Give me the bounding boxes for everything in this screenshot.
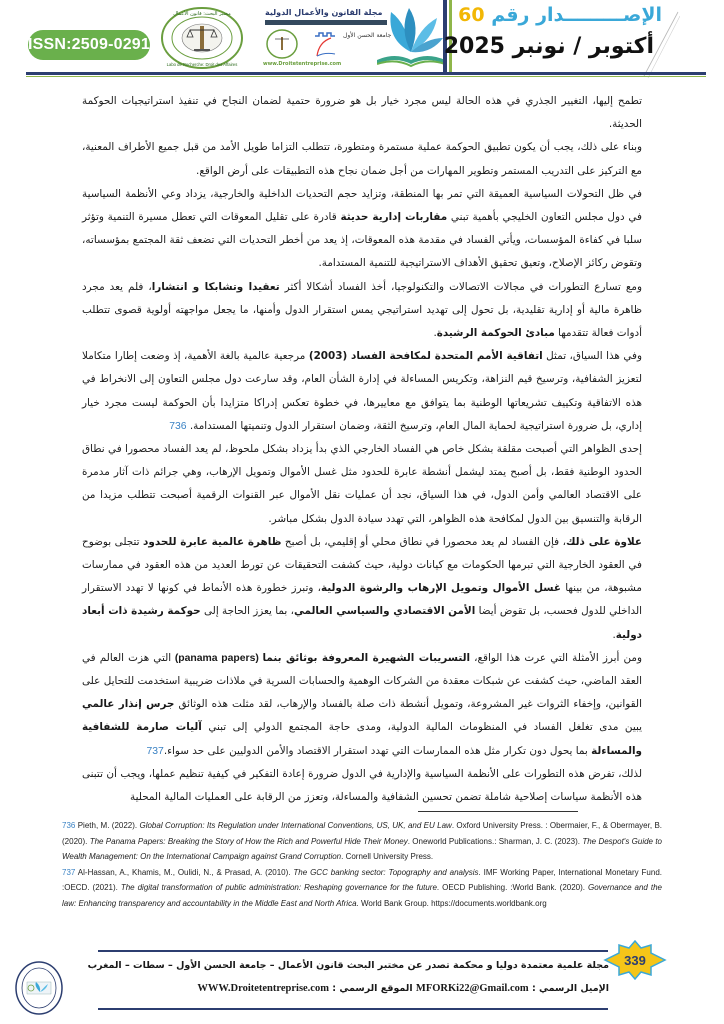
footnotes	[62, 818, 662, 912]
issn-badge: ISSN:2509-0291	[28, 30, 150, 60]
footer-seal-logo	[14, 960, 64, 1016]
paragraph-8: ومن أبرز الأمثلة التي عرت هذا الواقع، التسريبات الشهيرة المعروفة بوثائق بنما (panama papers) التي هزت العالم في العقد الماضي، حيث كشفت عن شبكات معقدة من الشركات الوهمية والحسابات السرية في ملاذات ضريبية استخدمت للتحايل على القوانين، وإخفاء الثروات غير المشروعة، وتمويل أنشطة ذات صلة بالفساد والإرهاب، لقد مثلت هذه الوثائق جرس إنذار عالمي يبين مدى تغلغل الفساد في المنظومات المالية الدولية، ومدى حاجة المجتمع الدولي إلى تبني آليات صارمة للشفافية والمساءلة بما يحول دون تكرار مثل هذه الممارسات التي تهدد استقرار الاقتصاد والأمن الدوليين على حد سواء.737	[82, 651, 642, 757]
email-link[interactable]: MFORKi22@Gmail.com	[415, 983, 529, 994]
footnote-737: 737 Al-Hassan, A., Khamis, M., Oulidi, N., & Prasad, A. (2010). The GCC banking sector: Topography and analysis. IMF Working Paper, International Monetary Fund. :OECD. (2021). The digital transformation of public administration: Reshaping governance for the future. OECD Publishing. :World Bank. (2020). Governance and the law: Enhancing transparency and accountability in the Middle East and North Africa. World Bank Group. https://documents.worldbank.org	[62, 867, 663, 908]
email-label: الإميل الرسمي :	[528, 983, 609, 994]
page-number: 339	[624, 952, 646, 968]
emphasis-text: ظاهرة عالمية عابرة للحدود	[143, 535, 282, 548]
emphasis-text: جرس إنذار عالمي	[82, 698, 175, 711]
header-rule	[26, 72, 706, 75]
paragraph-6: إحدى الظواهر التي أصبحت مقلقة بشكل خاص هي الفساد الخارجي الذي بدأ يزداد بشكل ملحوظ، لم يعد الفساد محصورا في نطاق الحدود الوطنية فقط، بل أصبح يمتد ليشمل أنشطة عابرة للحدود مثل غسل الأموال وتمويل الإرهاب، وهي جرائم ذات آثار مدمرة على الاقتصاد العالمي وأمن الدول، في هذا السياق، نجد أن عمليات نقل الأموال عبر القنوات الرقمية أصبحت تتطلب مزيدا من الرقابة والتنسيق بين الدول لمكافحة هذه الظواهر، التي تهدد سيادة الدول بشكل مباشر.	[82, 443, 642, 525]
emphasis-text: الأمن الاقتصادي والسياسي العالمي	[293, 605, 476, 618]
journal-logo-title: مجلة القانون والأعمال الدولية	[265, 8, 383, 17]
issue-date: أكتوبر / نونبر 2025	[443, 34, 654, 59]
header-rule-accent	[26, 76, 706, 77]
emphasis-text: اتفاقية الأمم المتحدة لمكافحة الفساد (2003)	[308, 350, 543, 363]
svg-text:Labo de Recherche: Droit des A: Labo de Recherche: Droit des Affaires	[166, 62, 238, 67]
footer-rule-bottom	[98, 1008, 608, 1010]
footer-rule-top	[98, 950, 608, 952]
paragraph-9: لذلك، تفرض هذه التطورات على الأنظمة السياسية والإدارية في الدول ضرورة إعادة التفكير في كيفية تنظيم عملها، ويجب أن تتبنى هذه الأنظمة سياسات إصلاحية شاملة تضمن تحسين الشفافية والمساءلة، وتعزز من الرقابة على العمليات المالية المحلية	[82, 767, 642, 804]
footer-contact-line	[197, 983, 609, 994]
emphasis-text: التسريبات الشهيرة المعروفة بوثائق بنما	[262, 651, 471, 664]
issue-line	[458, 4, 662, 26]
footnote-ref-737[interactable]: 737	[146, 745, 164, 757]
page-number-badge	[603, 940, 667, 980]
page-header	[0, 0, 724, 80]
footer-journal-description: مجلة علمية معتمدة دوليا و محكمة تصدر عن مختبر البحث قانون الأعمال – جامعة الحسن الأول – سطات – المغرب	[87, 960, 609, 971]
issue-label: الإصـــــــــدار رقم	[491, 4, 662, 26]
journal-logo-subtitle-strip	[265, 20, 387, 25]
paragraph-5: وفي هذا السياق، تمثل اتفاقية الأمم المتحدة لمكافحة الفساد (2003) مرجعية عالمية بالغة الأهمية، إذ وضعت إطارا متكاملا لتعزيز الشفافية، وترسيخ قيم النزاهة، وتكريس المساءلة في إدارة الشأن العام، وقد سارعت دول مجلس التعاون إلى الانخراط في هذه الاتفاقية وتكييف تشريعاتها الوطنية بما يتوافق مع معاييرها، في خطوة تعكس إدراكا متزايدا بأن الحوكمة ليست مجرد خيار إداري، بل ضرورة استراتيجية لحماية المال العام، وترسيخ الثقة، وضمان استقرار الدول وتنميتها المستدامة. 736	[82, 350, 643, 432]
university-emblem-icon	[311, 30, 339, 58]
emphasis-text: آليات صارمة للشفافية والمساءلة	[82, 721, 642, 757]
footnote-ref-736[interactable]: 736	[169, 420, 187, 432]
open-book-leaves-icon	[377, 4, 445, 72]
emphasis-text: غسل الأموال وتمويل الإرهاب والرشوة الدولية	[320, 582, 561, 595]
journal-logo-url: www.Droitetentreprise.com	[263, 61, 342, 67]
article-body	[82, 90, 642, 809]
footnote-number: 737	[62, 867, 76, 877]
emphasis-text: مقاربات إدارية حديثة	[340, 211, 448, 224]
footnote-736: 736 Pieth, M. (2022). Global Corruption: Its Regulation under International Conventions, US, UK, and EU Law. Oxford University Press. : Obermaier, F., & Obermayer, B. (2020). The Panama Papers: Breaking the Story of How the Rich and Powerful Hide Their Money. Oneworld Publications.: Sharman, J. C. (2023). The Despot's Guide to Wealth Management: On the International Campaign against Grand Corruption. Cornell University Press.	[62, 821, 663, 862]
paragraph-3: في ظل التحولات السياسية العميقة التي تمر بها المنطقة، وتزايد حجم التحديات الداخلية والخارجية، يزداد وعي الأنظمة السياسية في دول مجلس التعاون الخليجي بأهمية تبني مقاربات إدارية حديثة قادرة على تقليل المعوقات التي تعطل مسيرة التنمية وتؤثر سلبا في كفاءة المؤسسات، ويأتي الفساد في مقدمة هذه المعوقات، إذ يعد من أخطر التحديات التي تضعف ثقة المجتمع بمؤسساته، وتقوض ركائز الإصلاح، وتعيق تحقيق الأهداف الاستراتيجية للتنمية المستدامة.	[82, 187, 642, 270]
emphasis-text: مبادئ الحوكمة الرشيدة	[436, 327, 555, 340]
paragraph-4: ومع تسارع التطورات في مجالات الاتصالات والتكنولوجيا، أخذ الفساد أشكالا أكثر تعقيدا وتشابكا و انتشارا، فلم يعد مجرد ظاهرة مالية أو إدارية تقليدية، بل تحول إلى تهديد استراتيجي يمس استقرار الدول وأمنها، ما يجعل مواجهته أولوية قصوى تتطلب أدوات فعالة تتقدمها مبادئ الحوكمة الرشيدة.	[82, 280, 642, 340]
emphasis-text: حوكمة رشيدة ذات أبعاد دولية	[82, 605, 642, 641]
emphasis-text: تعقيدا وتشابكا و انتشارا	[151, 280, 280, 293]
footnote-number: 736	[62, 821, 76, 830]
journal-logo-university: جامعة الحسن الأول	[343, 32, 392, 39]
decorative-diagonal-lines	[640, 10, 680, 80]
svg-text:مختبر البحث: قانون الأعمال: مختبر البحث: قانون الأعمال	[173, 11, 231, 17]
emphasis-latin-text: (panama papers)	[171, 652, 263, 664]
paragraph-2: وبناء على ذلك، يجب أن يكون تطبيق الحوكمة عملية مستمرة ومتطورة، تتطلب التزاما طويل الأمد من قبل جميع الأطراف المعنية، مع التركيز على التدريب المستمر وتطوير المهارات من أجل ضمان نجاح هذه التطبيقات على أرض الواقع.	[82, 141, 642, 177]
issue-number: 60	[458, 4, 485, 26]
journal-logo	[255, 4, 445, 72]
lab-seal-logo	[160, 6, 244, 70]
emphasis-text: علاوة على ذلك	[565, 535, 642, 548]
lab-mini-seal-icon	[265, 28, 299, 60]
paragraph-7: علاوة على ذلك، فإن الفساد لم يعد محصورا في نطاق محلي أو إقليمي، بل أصبح ظاهرة عالمية عابرة للحدود تتجلى بوضوح في العقود الخارجية التي تبرمها الحكومات مع كيانات دولية، حيث كشفت التحقيقات عن تورط العديد من هذه العقود في ممارسات مشبوهة، من بينها غسل الأموال وتمويل الإرهاب والرشوة الدولية، وتبرز خطورة هذه الأنماط في كونها لا تهدد الاستقرار الداخلي للدول فحسب، بل تقوض أيضا الأمن الاقتصادي والسياسي العالمي، بما يعزز الحاجة إلى حوكمة رشيدة ذات أبعاد دولية.	[82, 535, 642, 641]
paragraph-1: تطمح إليها، التغيير الجذري في هذه الحالة ليس مجرد خيار بل هو ضرورة حتمية لضمان النجاح في تنفيذ استراتيجيات الحوكمة الحديثة.	[82, 95, 642, 131]
footnote-separator	[418, 811, 578, 812]
website-label: الموقع الرسمي :	[328, 983, 416, 994]
website-link[interactable]: WWW.Droitetentreprise.com	[197, 983, 329, 994]
